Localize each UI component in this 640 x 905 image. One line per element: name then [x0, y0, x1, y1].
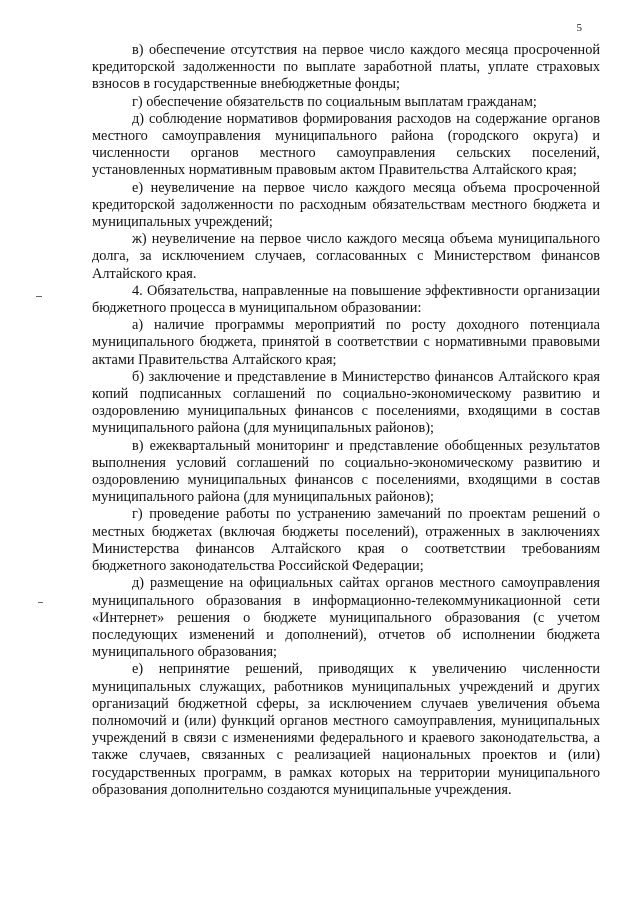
paragraph: в) ежеквартальный мониторинг и представление обобщенных результатов выполнения условий соглашений по социально-экономическому развитию и оздоровлению муниципальных финансов с поселениями, входящими в состав муниципального района (для муниципальных районов); — [92, 437, 600, 506]
paragraph: ж) неувеличение на первое число каждого месяца объема муниципального долга, за исключением случаев, согласованных с Министерством финансов Алтайского края. — [92, 231, 600, 282]
paragraph: д) размещение на официальных сайтах органов местного самоуправления муниципального образования в информационно-телекоммуникационной сети «Интернет» решения о бюджете муниципального образования (с учетом последующих изменений и дополнений), отчетов об исполнении бюджета муниципального образования; — [92, 575, 600, 661]
paragraph: в) обеспечение отсутствия на первое число каждого месяца просроченной кредиторской задолженности по выплате заработной платы, уплате страховых взносов в государственные внебюджетные фонды; — [92, 42, 600, 93]
paragraph: д) соблюдение нормативов формирования расходов на содержание органов местного самоуправления муниципального района (городского округа) и численности органов местного самоуправления сельских поселений, установленных нормативным правовым актом Правительства Алтайского края; — [92, 110, 600, 179]
paragraph: е) непринятие решений, приводящих к увеличению численности муниципальных служащих, работников муниципальных учреждений и других организаций бюджетной сферы, за исключением случаев увеличения объема полномочий и (или) функций органов местного самоуправления, муниципальных учреждений в связи с изменениями федерального и краевого законодательства, а также случаев, связанных с реализацией национальных проектов и (или) государственных программ, в рамках которых на территории муниципального образования дополнительно создаются муниципальные учреждения. — [92, 661, 600, 798]
document-body — [92, 42, 600, 799]
paragraph: г) проведение работы по устранению замечаний по проектам решений о местных бюджетах (включая бюджеты поселений), отраженных в заключениях Министерства финансов Алтайского края о соответствии требованиям бюджетного законодательства Российской Федерации; — [92, 506, 600, 575]
scan-artifact-mark — [38, 602, 43, 603]
paragraph: а) наличие программы мероприятий по росту доходного потенциала муниципального бюджета, принятой в соответствии с нормативными правовыми актами Правительства Алтайского края; — [92, 317, 600, 368]
paragraph: б) заключение и представление в Министерство финансов Алтайского края копий подписанных соглашений по социально-экономическому развитию и оздоровлению муниципальных финансов с поселениями, входящими в состав муниципального района (для муниципальных районов); — [92, 368, 600, 437]
paragraph: г) обеспечение обязательств по социальным выплатам гражданам; — [132, 93, 537, 110]
scan-artifact-mark — [36, 296, 42, 297]
page-number: 5 — [576, 22, 582, 34]
section-heading-paragraph: 4. Обязательства, направленные на повышение эффективности организации бюджетного процесса в муниципальном образовании: — [92, 282, 600, 317]
paragraph: е) неувеличение на первое число каждого месяца объема просроченной кредиторской задолженности по расходным обязательствам местного бюджета и муниципальных учреждений; — [92, 179, 600, 231]
